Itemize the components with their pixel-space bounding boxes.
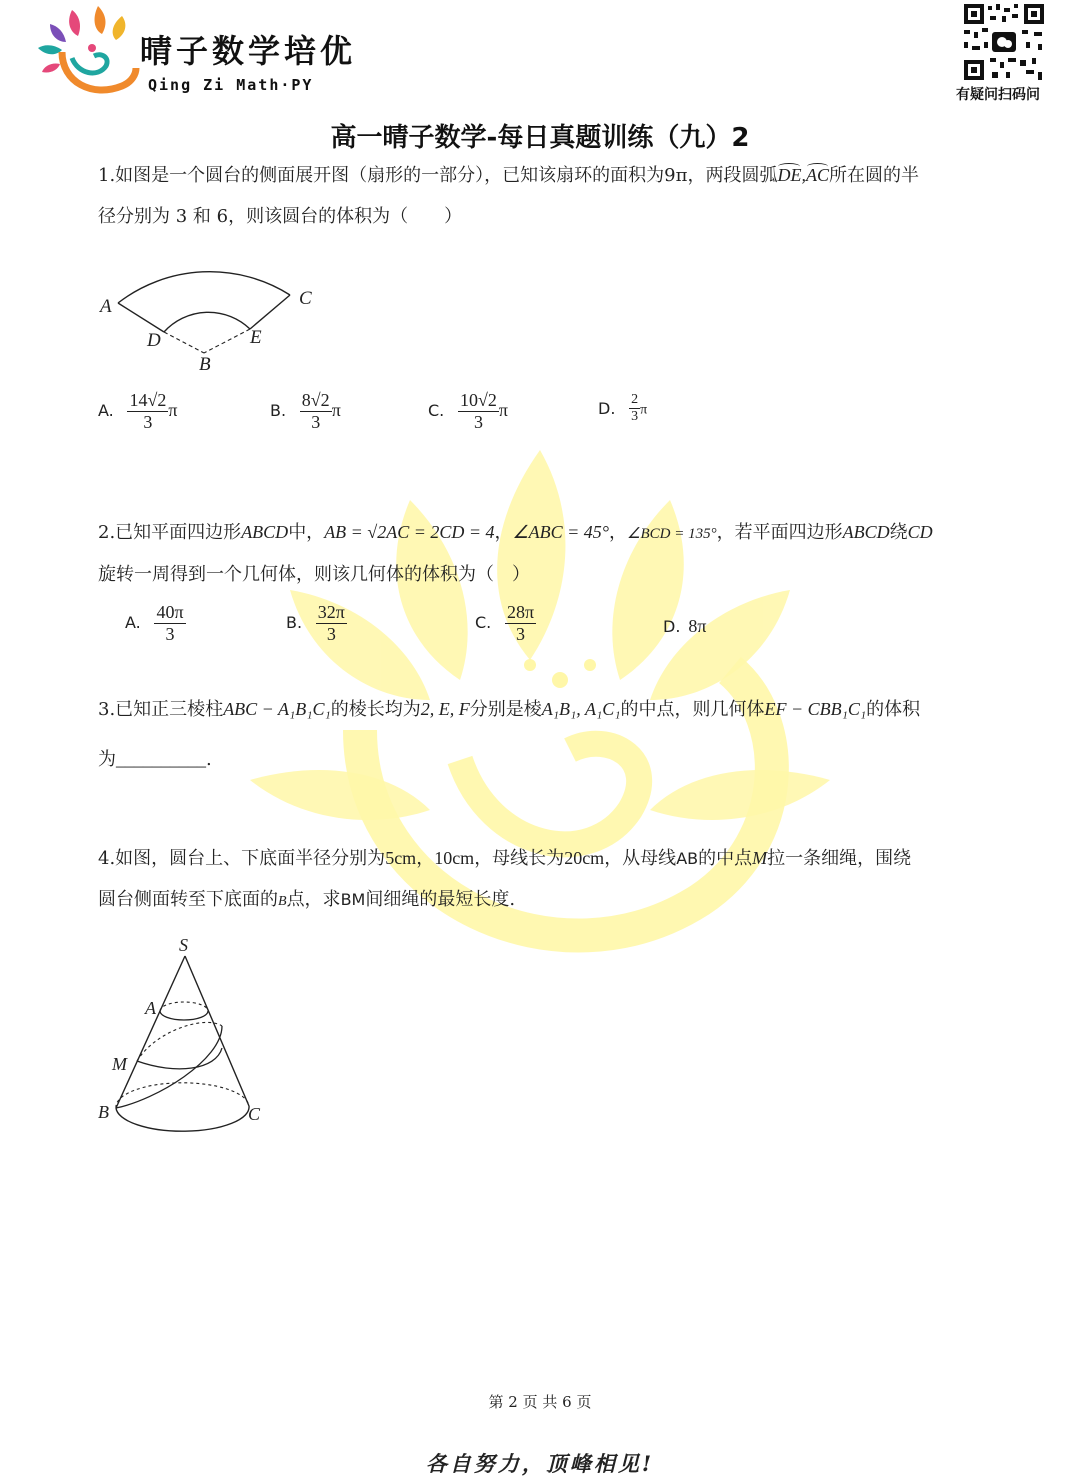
q3-period: . [206, 749, 212, 770]
footer-motto: 各自努力，顶峰相见! [425, 1451, 655, 1476]
q2-option-c[interactable] [475, 602, 536, 644]
q4-text-d: 的中点 [698, 848, 753, 869]
q2-option-a-num: 40π [156, 602, 184, 622]
q1-label-e: E [250, 327, 262, 348]
q2-option-c-num: 28π [507, 602, 535, 622]
q3-vals: 2, E, F [420, 699, 470, 719]
q4-text-b: ，母线长为 [474, 848, 565, 869]
q2-option-a-den: 3 [165, 623, 175, 644]
q4-bm: BM [340, 890, 366, 909]
q1-option-b-num: 8√2 [301, 390, 330, 410]
q2-abcd2: ABCD [842, 522, 890, 542]
q2-text-a: 2.已知平面四边形 [98, 522, 242, 543]
q1-option-a-label: A. [98, 401, 114, 421]
q4-r1: 5cm [385, 848, 417, 868]
q3-answer-blank[interactable]: __________ [116, 749, 206, 769]
q1-option-d[interactable] [598, 392, 647, 425]
q1-label-b: B [199, 354, 211, 375]
q1-option-c-label: C. [428, 401, 445, 421]
q1-option-c-frac [458, 390, 499, 432]
q2-option-a-label: A. [125, 613, 141, 633]
q1-label-c: C [299, 288, 312, 309]
q4-len: 20cm [564, 848, 605, 868]
q4-ab: AB [676, 849, 699, 868]
q3-text-f: 为 [98, 749, 116, 770]
q2-option-c-label: C. [475, 613, 492, 633]
q3-text-d: 的中点，则几何体 [620, 699, 765, 720]
q4-label-m: M [112, 1054, 127, 1074]
q3-line2 [98, 750, 212, 769]
q1-option-c-suffix: π [498, 400, 508, 421]
q2-option-b-label: B. [286, 613, 303, 633]
page-title: 高一晴子数学-每日真题训练（九）2 [330, 123, 750, 153]
q4-text-f: 圆台侧面转至下底面的 [98, 889, 278, 910]
q2-option-b-num: 32π [317, 602, 345, 622]
q1-arc-ac: AC [805, 165, 829, 185]
q1-option-c-num: 10√2 [460, 390, 497, 410]
q2-cd: CD [907, 522, 933, 542]
q4-b: B [278, 894, 287, 909]
q1-option-d-suffix: π [640, 402, 648, 418]
q3-text-b: 的棱长均为 [330, 699, 421, 720]
q3-solid: EF − CBB₁C₁ [764, 699, 867, 719]
q3-prism: ABC − A₁B₁C₁ [223, 699, 331, 719]
q2-mid: 中， [288, 522, 325, 543]
page-number: 第 2 页 共 6 页 [488, 1393, 592, 1411]
q1-text-b: 所在圆的半 [828, 165, 919, 186]
q2-text-b: ，若平面四边形 [716, 522, 843, 543]
q4-line1 [98, 849, 911, 868]
q2-abcd: ABCD [241, 522, 289, 542]
q1-line1 [98, 166, 919, 185]
q1-option-c-den: 3 [473, 411, 483, 432]
q1-option-d-frac [629, 392, 640, 425]
q1-option-b-suffix: π [331, 400, 341, 421]
q2-option-a[interactable] [125, 602, 186, 644]
q1-option-c[interactable] [428, 390, 508, 432]
q4-text-c: ，从母线 [604, 848, 677, 869]
q2-line2: 旋转一周得到一个几何体，则该几何体的体积为（ ） [98, 564, 530, 585]
qr-code-icon [962, 2, 1046, 82]
q4-label-b: B [98, 1102, 109, 1122]
q2-eq2: ∠ABC = 45° [512, 522, 609, 542]
brand-name-en: Qing Zi Math·PY [148, 76, 314, 94]
q1-option-b[interactable] [270, 390, 341, 432]
q1-option-b-label: B. [270, 401, 287, 421]
q3-line1 [98, 700, 920, 719]
q1-sector-figure [92, 245, 332, 380]
q2-option-b-frac [316, 602, 347, 644]
q2-option-c-den: 3 [516, 623, 526, 644]
q3-text-e: 的体积 [866, 699, 921, 720]
q1-option-a-suffix: π [168, 400, 178, 421]
q4-label-c: C [248, 1104, 261, 1124]
q4-text-a: 4.如图，圆台上、下底面半径分别为 [98, 848, 386, 869]
q2-comma1: ， [494, 522, 513, 543]
q2-option-a-frac [154, 602, 185, 644]
q4-text-e: 拉一条细绳，围绕 [767, 848, 912, 869]
q2-comma2: ， [609, 522, 627, 543]
q1-option-b-frac [300, 390, 332, 432]
q1-option-a-frac [127, 390, 168, 432]
q1-text: 1.如图是一个圆台的侧面展开图（扇形的一部分），已知该扇环的面积为9π，两段圆弧 [98, 165, 778, 186]
q1-option-a-num: 14√2 [129, 390, 167, 410]
q4-line2 [98, 891, 515, 909]
qr-caption: 有疑问扫码问 [956, 87, 1040, 103]
q4-m: M [752, 848, 768, 868]
q2-option-b[interactable] [286, 602, 347, 644]
q4-label-a: A [145, 998, 156, 1018]
q2-option-d-value: 8π [688, 616, 707, 636]
q4-r2: 10cm [434, 848, 475, 868]
q1-option-d-num: 2 [629, 392, 640, 409]
q2-option-d[interactable] [663, 616, 707, 637]
q1-option-b-den: 3 [311, 411, 321, 432]
q3-edges: A₁B₁, A₁C₁ [541, 699, 621, 719]
q2-option-c-frac [505, 602, 536, 644]
q2-option-b-den: 3 [326, 623, 336, 644]
q2-option-d-label: D. [663, 617, 681, 636]
q1-label-a: A [100, 296, 112, 317]
q4-text-h: 间细绳的最短长度. [365, 889, 516, 910]
q2-eq3: ∠BCD = 135° [627, 526, 717, 542]
q1-option-a[interactable] [98, 390, 177, 432]
q4-label-s: S [179, 935, 188, 955]
q4-text-g: 点，求 [286, 889, 341, 910]
q1-arc-de: DE [777, 165, 802, 185]
brand-name-cn: 晴子数学培优 [140, 32, 357, 70]
logo-flower-icon [32, 2, 142, 100]
q3-text-a: 3.已知正三棱柱 [98, 699, 224, 720]
q3-text-c: 分别是棱 [469, 699, 542, 720]
q2-rot: 绕 [889, 522, 908, 543]
q1-line2: 径分别为 3 和 6，则该圆台的体积为（ ） [98, 206, 463, 227]
q1-option-a-den: 3 [143, 411, 153, 432]
q2-line1 [98, 523, 933, 542]
q4-comma: ， [416, 848, 435, 869]
q1-option-d-den: 3 [631, 409, 639, 425]
q1-option-d-label: D. [598, 398, 616, 418]
brand-logo [32, 2, 142, 100]
q1-sep: , [801, 165, 806, 185]
q2-eq1: AB = √2AC = 2CD = 4 [324, 522, 495, 542]
qr-code[interactable] [962, 2, 1046, 82]
q1-label-d: D [147, 330, 161, 351]
